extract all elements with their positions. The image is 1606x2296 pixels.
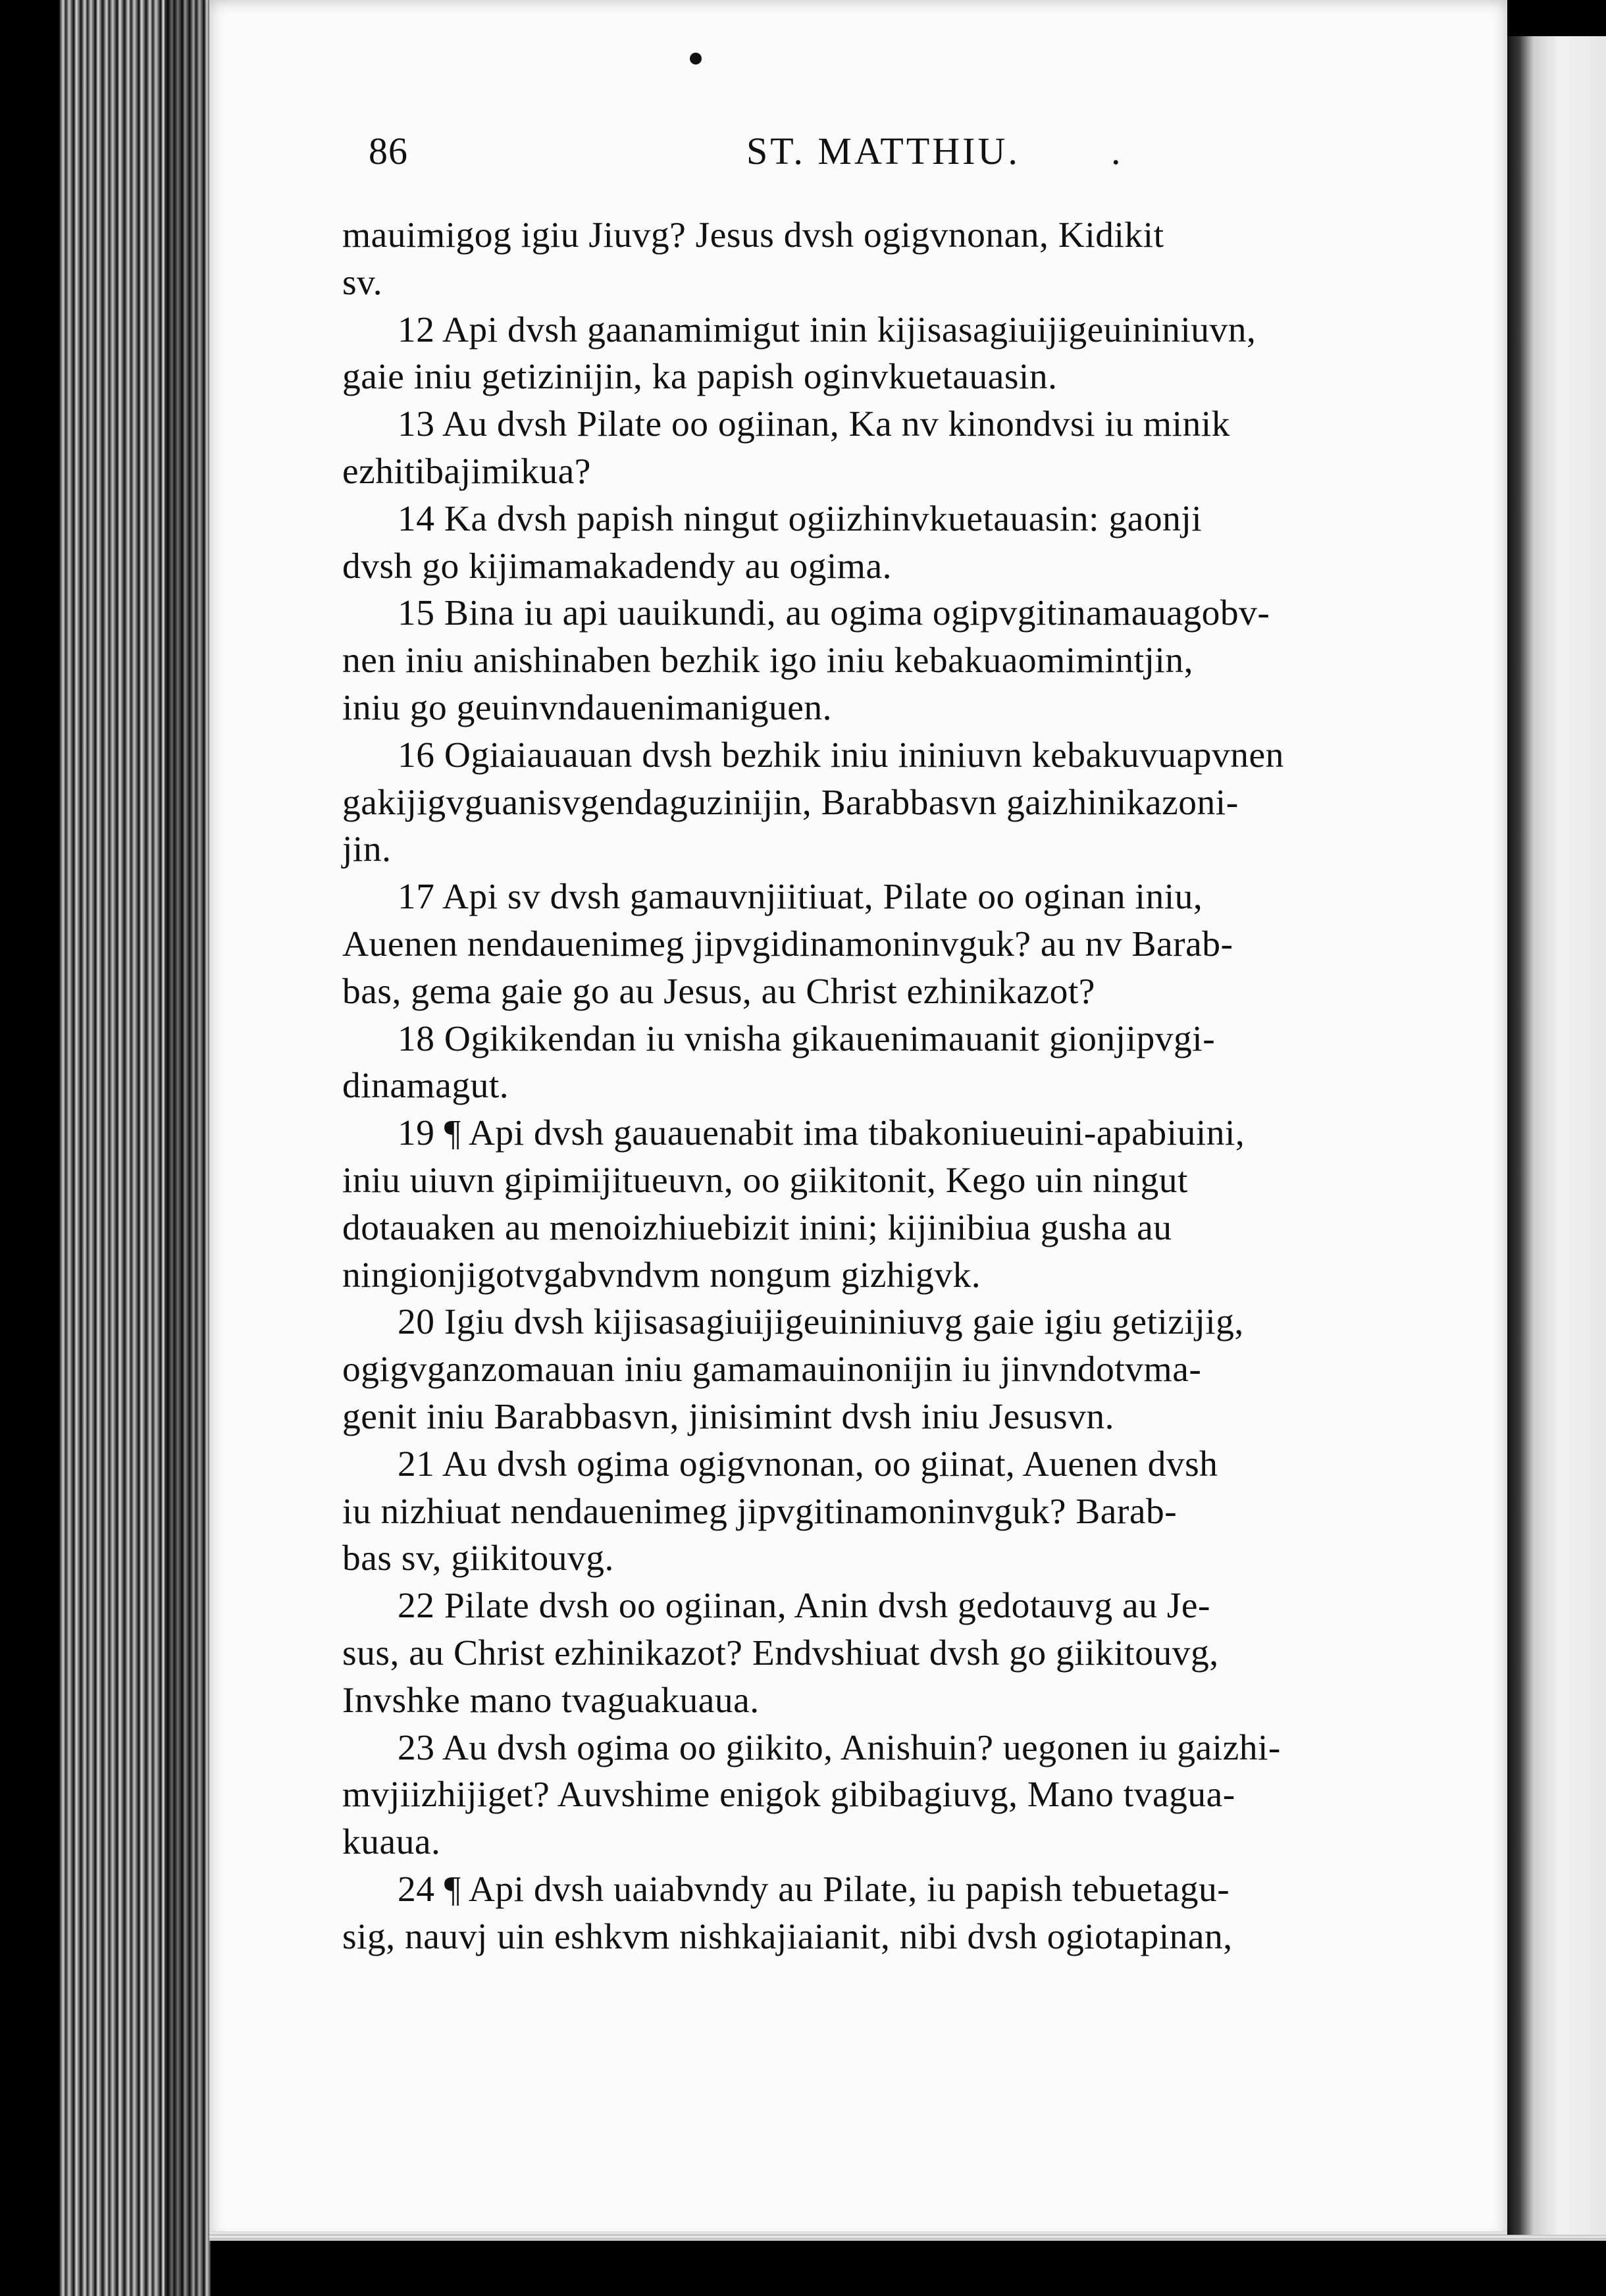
page-header bbox=[369, 129, 1126, 182]
text-line: 20 Igiu dvsh kijisasagiuijigeuininiuvg gaie igiu getizijig, bbox=[398, 1302, 1244, 1343]
text-line: dinamagut. bbox=[342, 1066, 509, 1107]
page-bottom-edge bbox=[209, 2231, 1606, 2241]
text-line: genit iniu Barabbasvn, jinisimint dvsh iniu Jesusvn. bbox=[342, 1396, 1114, 1437]
binding-shadow bbox=[165, 0, 211, 2296]
text-line: 22 Pilate dvsh oo ogiinan, Anin dvsh gedotauvg au Je- bbox=[398, 1586, 1211, 1627]
text-line: mauimigog igiu Jiuvg? Jesus dvsh ogigvnonan, Kidikit bbox=[342, 215, 1164, 255]
text-line: 18 Ogikikendan iu vnisha gikauenimauanit gionjipvgi- bbox=[398, 1018, 1216, 1059]
text-line: iu nizhiuat nendauenimeg jipvgitinamoninvguk? Barab- bbox=[342, 1491, 1178, 1532]
scripture-text bbox=[342, 212, 1422, 1960]
text-line: gaie iniu getizinijin, ka papish oginvkuetauasin. bbox=[342, 357, 1058, 398]
text-line: ezhitibajimikua? bbox=[342, 451, 591, 492]
facing-page-edge bbox=[1507, 36, 1606, 2235]
text-line: 17 Api sv dvsh gamauvnjiitiuat, Pilate oo oginan iniu, bbox=[398, 877, 1203, 918]
text-line: ningionjigotvgabvndvm nongum gizhigvk. bbox=[342, 1255, 981, 1295]
text-line: iniu go geuinvndauenimaniguen. bbox=[342, 687, 833, 728]
ink-dot bbox=[690, 53, 702, 65]
text-line: bas sv, giikitouvg. bbox=[342, 1538, 614, 1579]
text-line: 23 Au dvsh ogima oo giikito, Anishuin? uegonen iu gaizhi- bbox=[398, 1727, 1281, 1768]
text-line: bas, gema gaie go au Jesus, au Christ ezhinikazot? bbox=[342, 971, 1095, 1012]
text-line: 13 Au dvsh Pilate oo ogiinan, Ka nv kinondvsi iu minik bbox=[398, 404, 1230, 445]
text-line: gakijigvguanisvgendaguzinijin, Barabbasvn gaizhinikazoni- bbox=[342, 782, 1239, 823]
text-line: kuaua. bbox=[342, 1822, 441, 1863]
text-line: 12 Api dvsh gaanamimigut inin kijisasagiuijigeuininiuvn, bbox=[398, 309, 1256, 350]
text-line: sig, nauvj uin eshkvm nishkajiaianit, nibi dvsh ogiotapinan, bbox=[342, 1916, 1233, 1957]
text-line: ogigvganzomauan iniu gamamauinonijin iu jinvndotvma- bbox=[342, 1349, 1202, 1390]
text-line: mvjiizhijiget? Auvshime enigok gibibagiuvg, Mano tvagua- bbox=[342, 1775, 1235, 1815]
text-line: jin. bbox=[342, 829, 392, 870]
header-mark: . bbox=[1111, 130, 1121, 172]
text-line: sv. bbox=[342, 262, 383, 303]
text-line: dvsh go kijimamakadendy au ogima. bbox=[342, 546, 892, 587]
page-number: 86 bbox=[369, 130, 408, 172]
text-line: 15 Bina iu api uauikundi, au ogima ogipvgitinamauagobv- bbox=[398, 593, 1270, 634]
text-line: 14 Ka dvsh papish ningut ogiizhinvkuetauasin: gaonji bbox=[398, 498, 1203, 539]
text-line: 24 ¶ Api dvsh uaiabvndy au Pilate, iu papish tebuetagu- bbox=[398, 1869, 1230, 1910]
text-line: 21 Au dvsh ogima ogigvnonan, oo giinat, Auenen dvsh bbox=[398, 1444, 1218, 1484]
running-title: ST. MATTHIU. bbox=[746, 130, 1020, 172]
text-line: sus, au Christ ezhinikazot? Endvshiuat dvsh go giikitouvg, bbox=[342, 1632, 1219, 1673]
text-line: dotauaken au menoizhiuebizit inini; kijinibiua gusha au bbox=[342, 1207, 1172, 1248]
text-line: nen iniu anishinaben bezhik igo iniu kebakuaomimintjin, bbox=[342, 640, 1193, 681]
text-line: 16 Ogiaiauauan dvsh bezhik iniu ininiuvn kebakuvuapvnen bbox=[398, 735, 1284, 775]
text-line: Auenen nendauenimeg jipvgidinamoninvguk? au nv Barab- bbox=[342, 924, 1233, 964]
text-line: iniu uiuvn gipimijitueuvn, oo giikitonit, Kego uin ningut bbox=[342, 1160, 1188, 1201]
text-line: Invshke mano tvaguakuaua. bbox=[342, 1680, 760, 1721]
text-line: 19 ¶ Api dvsh gauauenabit ima tibakoniueuini-apabiuini, bbox=[398, 1113, 1245, 1154]
